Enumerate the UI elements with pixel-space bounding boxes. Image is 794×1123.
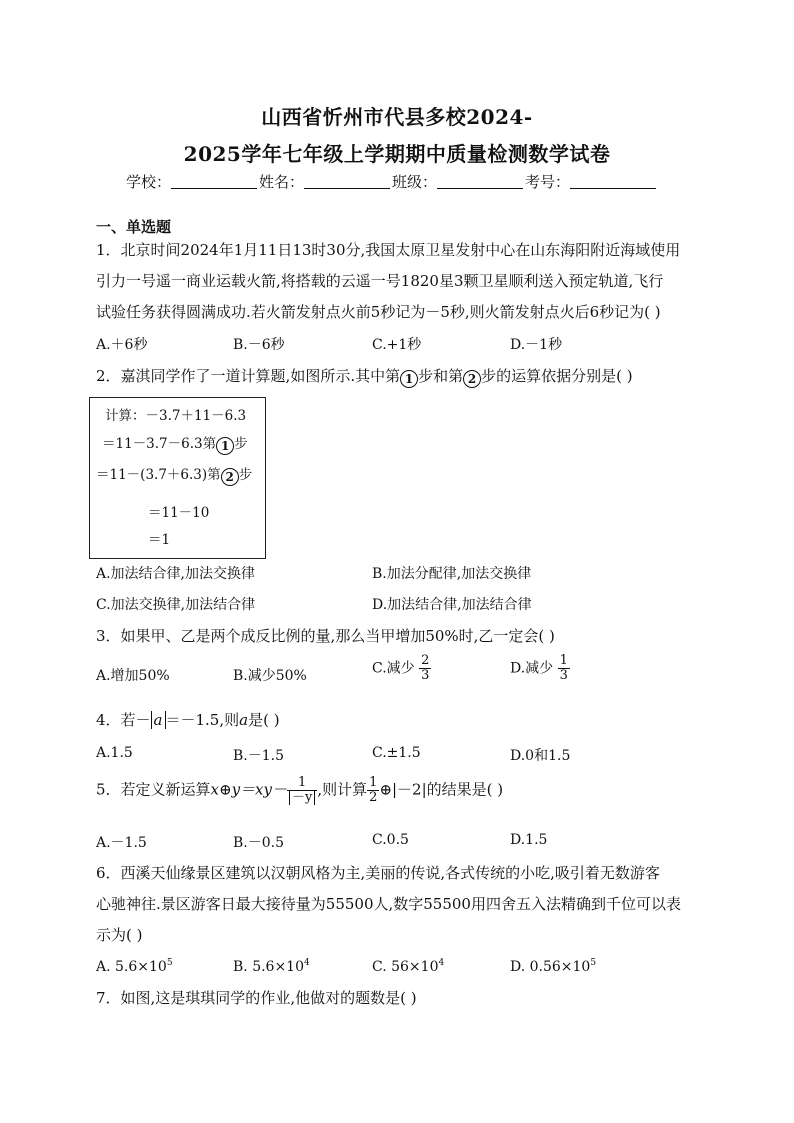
q4-option-c: C.±1.5 (372, 745, 421, 761)
calc-line-5: ＝1 (148, 532, 171, 548)
q6-option-b (233, 958, 310, 975)
q1-option-c: C.+1秒 (372, 337, 422, 353)
calc-line-3-expr: ＝11－(3.7＋6.3)第 (96, 467, 221, 483)
name-label: 姓名： (259, 173, 305, 191)
q6-option-d (510, 958, 596, 975)
q5-stem-part3: ⊕|－2|的结果是( ) (379, 780, 504, 799)
abs-value-a (151, 711, 166, 729)
q3-option-d (510, 654, 570, 683)
calc-line-3 (96, 463, 252, 486)
q2-option-a: A.加法结合律,加法交换律 (96, 566, 256, 582)
q6-option-c-base: C. 56×10 (372, 959, 439, 975)
q5-stem (96, 776, 503, 805)
step-1-circle: 1 (400, 370, 418, 388)
calc-line-2-expr: ＝11－3.7－6.3第 (102, 436, 217, 452)
q5-option-b: B.－0.5 (233, 835, 285, 851)
q3-stem: 3．如果甲、乙是两个成反比例的量,那么当甲增加50%时,乙一定会( ) (96, 627, 555, 645)
fraction-denominator: 2 (369, 790, 378, 805)
exam-title-line1: 山西省忻州市代县多校2024- (261, 105, 533, 129)
calc-line-4: ＝11－10 (148, 505, 210, 521)
calc-step-2-circle: 2 (221, 468, 239, 486)
variable-a: a (153, 711, 163, 729)
q6-option-c-exponent: 4 (438, 958, 445, 968)
exam-title-line2: 2025学年七年级上学期期中质量检测数学试卷 (183, 142, 611, 166)
q5-fraction-1 (287, 776, 317, 805)
q6-option-d-base: D. 0.56×10 (510, 959, 591, 975)
fraction-denominator (287, 791, 317, 805)
q6-option-a-base: A. 5.6×10 (96, 959, 167, 975)
calc-line-1: 计算：－3.7＋11－6.3 (105, 408, 247, 424)
fraction-numerator: 2 (421, 653, 430, 668)
q2-stem-part3: 步的运算依据分别是( ) (481, 367, 633, 385)
abs-value-neg-y: －y (289, 791, 315, 805)
step-2-circle: 2 (463, 370, 481, 388)
q6-stem-line1: 6．西溪天仙缘景区建筑以汉朝风格为主,美丽的传说,各式传统的小吃,吸引着无数游客 (96, 864, 660, 882)
exam-number-blank[interactable] (570, 174, 656, 189)
q3-option-d-label: D.减少 (510, 660, 554, 677)
fraction-numerator: 1 (369, 775, 378, 790)
q1-option-b: B.－6秒 (233, 337, 285, 353)
q5-stem-part2: ,则计算 (317, 780, 368, 799)
school-label: 学校： (126, 173, 172, 191)
q6-option-a-exponent: 5 (166, 958, 173, 968)
calc-line-2 (102, 432, 248, 455)
q3-option-b: B.减少50% (233, 668, 307, 684)
q3-option-c (372, 654, 431, 683)
exam-number-label: 考号： (525, 173, 571, 191)
fraction-denominator: 3 (559, 668, 568, 683)
class-label: 班级： (392, 173, 438, 191)
calc-line-3-suffix: 步 (238, 467, 253, 483)
q2-stem-part1: 2．嘉淇同学作了一道计算题,如图所示.其中第 (96, 367, 401, 385)
student-info-row (126, 171, 658, 192)
q4-option-d: D.0和1.5 (510, 748, 571, 764)
q5-fraction-2 (367, 776, 379, 805)
q6-option-c (372, 958, 444, 975)
q4-stem-part1: 4．若－ (96, 711, 151, 729)
q6-option-a (96, 958, 173, 975)
fraction-denominator: 3 (421, 668, 430, 683)
calc-line-2-suffix: 步 (234, 436, 248, 452)
q5-option-d: D.1.5 (510, 832, 548, 848)
q2-option-c: C.加法交换律,加法结合律 (96, 597, 256, 613)
q4-option-b: B.－1.5 (233, 748, 285, 764)
q3-option-a: A.增加50% (96, 668, 170, 684)
q1-stem-line1: 1．北京时间2024年1月11日13时30分,我国太原卫星发射中心在山东海阳附近海域使用 (96, 241, 681, 259)
q5-option-c: C.0.5 (372, 832, 409, 848)
q4-stem-part3: 是( ) (248, 711, 280, 729)
q2-stem (96, 365, 633, 388)
q5-operation-def: x⊕y＝xy－ (210, 780, 287, 799)
name-blank[interactable] (304, 174, 390, 189)
q1-stem-line2: 引力一号遥一商业运载火箭,将搭载的云遥一号1820星3颗卫星顺利送入预定轨道,飞行 (96, 272, 664, 290)
variable-a-2: a (239, 711, 249, 729)
calculation-figure (89, 397, 266, 559)
q3-option-c-label: C.减少 (372, 660, 415, 677)
q2-stem-part2: 步和第 (418, 367, 464, 385)
section-title: 一、单选题 (96, 218, 172, 236)
calc-step-1-circle: 1 (216, 437, 234, 455)
q3-option-c-fraction (419, 654, 431, 683)
q6-stem-line3: 示为( ) (96, 926, 143, 944)
q6-option-b-exponent: 4 (304, 958, 310, 968)
q1-option-d: D.－1秒 (510, 337, 563, 353)
q2-option-d: D.加法结合律,加法结合律 (372, 597, 532, 613)
q7-stem: 7．如图,这是琪琪同学的作业,他做对的题数是( ) (96, 989, 417, 1007)
q6-option-d-exponent: 5 (590, 958, 597, 968)
q6-stem-line2: 心驰神往.景区游客日最大接待量为55500人,数字55500用四舍五入法精确到千位可以表 (96, 895, 681, 913)
q4-stem (96, 709, 280, 730)
school-blank[interactable] (171, 174, 257, 189)
q5-option-a: A.－1.5 (96, 835, 147, 851)
q4-stem-part2: ＝－1.5,则 (165, 711, 240, 729)
fraction-numerator: 1 (287, 776, 317, 791)
q5-stem-part1: 5．若定义新运算 (96, 780, 211, 799)
q2-option-b: B.加法分配律,加法交换律 (372, 566, 532, 582)
fraction-numerator: 1 (559, 653, 568, 668)
class-blank[interactable] (437, 174, 523, 189)
q4-option-a: A.1.5 (96, 745, 133, 761)
q3-option-d-fraction (558, 654, 570, 683)
q1-stem-line3: 试验任务获得圆满成功.若火箭发射点火前5秒记为－5秒,则火箭发射点火后6秒记为( ) (96, 303, 661, 321)
q6-option-b-base: B. 5.6×10 (233, 959, 304, 975)
q1-option-a: A.＋6秒 (96, 337, 148, 353)
